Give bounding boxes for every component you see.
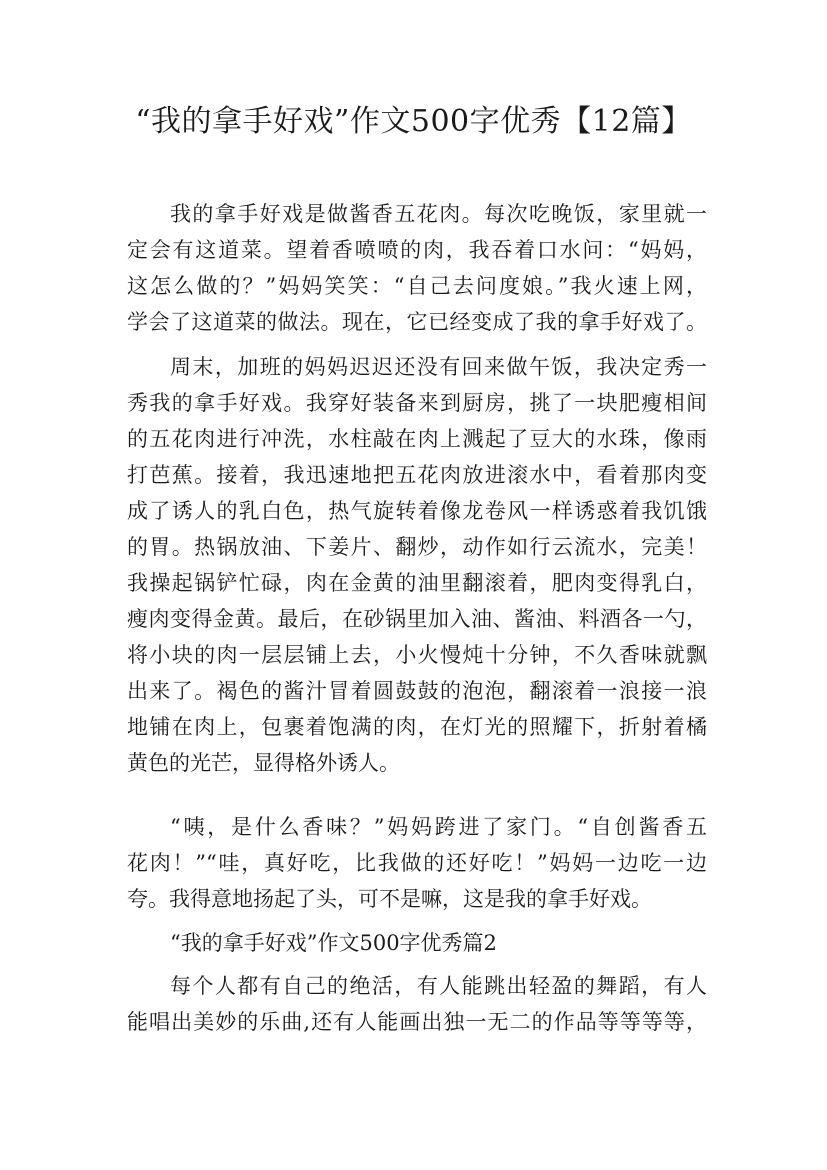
text-line: 定会有这道菜。望着香喷喷的肉，我吞着口水问：“妈妈，	[127, 238, 707, 262]
text-line: 出来了。褐色的酱汁冒着圆鼓鼓的泡泡，翻滚着一浪接一浪	[127, 679, 707, 703]
text-line: 这怎么做的？”妈妈笑笑：“自己去问度娘。”我火速上网，	[127, 274, 707, 298]
text-line: 成了诱人的乳白色，热气旋转着像龙卷风一样诱惑着我饥饿	[127, 499, 707, 523]
text-line: 学会了这道菜的做法。现在，它已经变成了我的拿手好戏了。	[127, 310, 707, 334]
text-line: 我操起锅铲忙碌，肉在金黄的油里翻滚着，肥肉变得乳白，	[127, 571, 707, 595]
text-line: 每个人都有自己的绝活，有人能跳出轻盈的舞蹈，有人	[170, 974, 707, 998]
text-line: 我的拿手好戏是做酱香五花肉。每次吃晚饭，家里就一	[170, 202, 707, 226]
section-heading: “我的拿手好戏”作文500字优秀篇2	[170, 931, 497, 955]
text-line: 瘦肉变得金黄。最后，在砂锅里加入油、酱油、料酒各一勺，	[127, 607, 707, 631]
text-line: 黄色的光芒，显得格外诱人。	[127, 751, 400, 775]
text-line: 将小块的肉一层层铺上去，小火慢炖十分钟，不久香味就飘	[127, 643, 707, 667]
text-line: 打芭蕉。接着，我迅速地把五花肉放进滚水中，看着那肉变	[127, 463, 707, 487]
text-line: 地铺在肉上，包裹着饱满的肉，在灯光的照耀下，折射着橘	[127, 715, 707, 739]
text-line: 的胃。热锅放油、下姜片、翻炒，动作如行云流水，完美！	[127, 535, 707, 559]
text-line: 花肉！”“哇，真好吃，比我做的还好吃！”妈妈一边吃一边	[127, 851, 707, 875]
text-line: 的五花肉进行冲洗，水柱敲在肉上溅起了豆大的水珠，像雨	[127, 427, 707, 451]
text-line: “咦，是什么香味？”妈妈跨进了家门。“自创酱香五	[170, 815, 707, 839]
text-line: 秀我的拿手好戏。我穿好装备来到厨房，挑了一块肥瘦相间	[127, 391, 707, 415]
document-title: “我的拿手好戏”作文500字优秀【12篇】	[135, 104, 692, 139]
text-line: 夸。我得意地扬起了头，可不是嘛，这是我的拿手好戏。	[127, 887, 652, 911]
text-line: 能唱出美妙的乐曲,还有人能画出独一无二的作品等等等等，	[127, 1010, 707, 1034]
text-line: 周末，加班的妈妈迟迟还没有回来做午饭，我决定秀一	[170, 355, 707, 379]
